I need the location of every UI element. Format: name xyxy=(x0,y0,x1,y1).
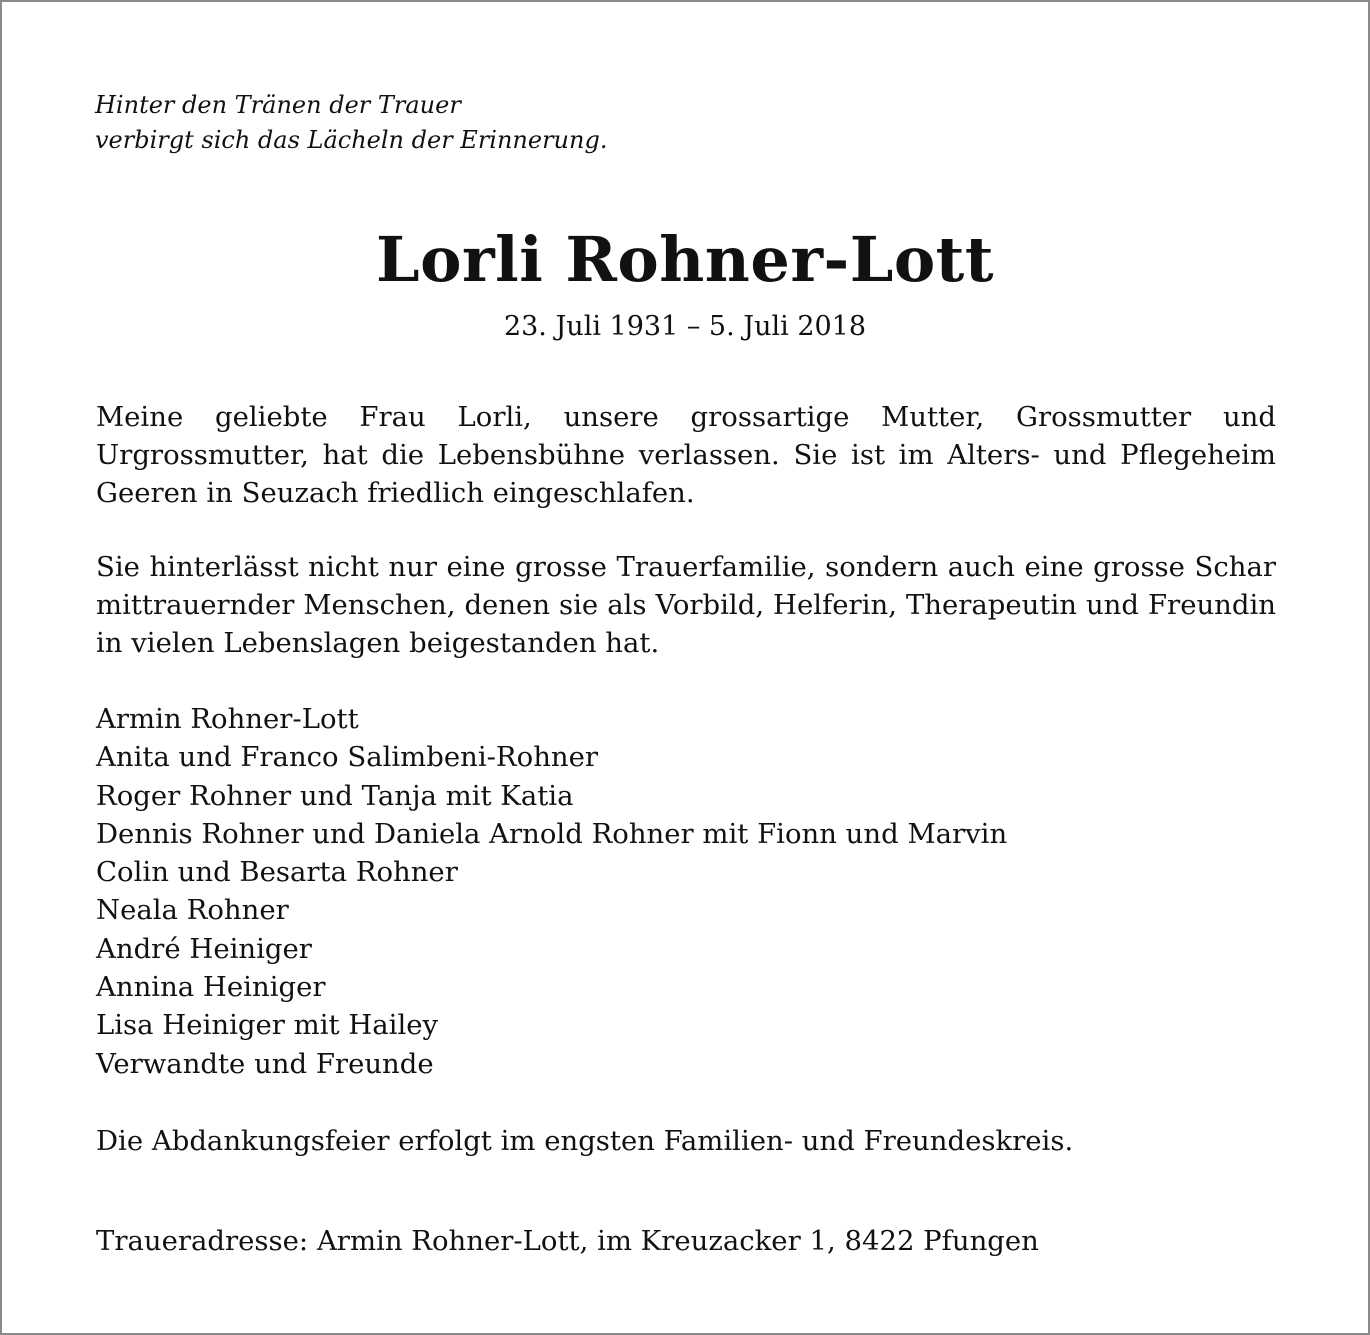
mourner: Armin Rohner-Lott xyxy=(96,703,359,735)
deceased-name: Lorli Rohner-Lott xyxy=(376,223,994,296)
mourner: Colin und Besarta Rohner xyxy=(96,856,458,889)
mourner: Annina Heiniger xyxy=(96,971,326,1004)
mourners-list xyxy=(96,700,1007,1083)
life-dates: 23. Juli 1931 – 5. Juli 2018 xyxy=(503,311,867,342)
mourning-address: Traueradresse: Armin Rohner-Lott, im Kreuzacker 1, 8422 Pfungen xyxy=(96,1225,1039,1257)
mourner: Dennis Rohner und Daniela Arnold Rohner mit Fionn und Marvin xyxy=(96,817,1008,850)
mourner: Anita und Franco Salimbeni-Rohner xyxy=(96,741,599,774)
mourner: Neala Rohner xyxy=(96,894,289,927)
quote-line: verbirgt sich das Lächeln der Erinnerung. xyxy=(95,126,608,154)
mourner: Lisa Heiniger mit Hailey xyxy=(96,1009,439,1042)
mourner: Roger Rohner und Tanja mit Katia xyxy=(96,779,574,812)
opening-quote xyxy=(95,88,607,158)
mourner: Verwandte und Freunde xyxy=(96,1047,434,1080)
paragraph: Sie hinterlässt nicht nur eine grosse Trauerfamilie, sondern auch eine grosse Schar mittrauernder Menschen, denen sie als Vorbild, Helferin, Therapeutin und Freundin in vielen Lebenslagen beigestanden hat. xyxy=(96,551,1276,659)
ceremony-note: Die Abdankungsfeier erfolgt im engsten Familien- und Freundeskreis. xyxy=(96,1125,1074,1157)
mourner: André Heiniger xyxy=(96,932,312,965)
paragraph: Meine geliebte Frau Lorli, unsere grossartige Mutter, Grossmutter und Urgrossmutter, hat die Lebensbühne verlassen. Sie ist im Alters- und Pflegeheim Geeren in Seuzach friedlich eingeschlafen. xyxy=(96,401,1276,509)
quote-line: Hinter den Tränen der Trauer xyxy=(95,91,461,119)
